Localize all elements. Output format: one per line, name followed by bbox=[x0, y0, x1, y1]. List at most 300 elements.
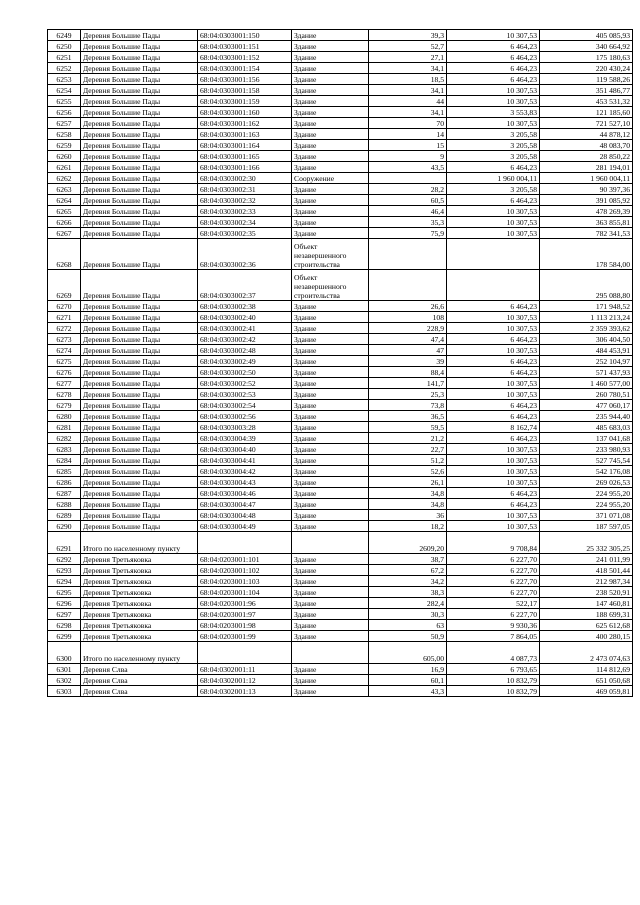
specific-value: 6 464,23 bbox=[447, 356, 540, 367]
cadastral-value: 782 341,53 bbox=[540, 228, 633, 239]
specific-value: 10 307,53 bbox=[447, 466, 540, 477]
table-row bbox=[48, 367, 633, 378]
cadastral-number: 68:04:0303002:41 bbox=[198, 323, 292, 334]
object-type: Здание bbox=[292, 345, 369, 356]
object-type: Объект незавершенного строительства bbox=[292, 270, 369, 301]
area: 38,7 bbox=[369, 554, 447, 565]
table-row bbox=[48, 270, 633, 301]
cadastral-value: 281 194,01 bbox=[540, 162, 633, 173]
cadastral-value: 371 071,08 bbox=[540, 510, 633, 521]
area bbox=[369, 173, 447, 184]
row-number: 6272 bbox=[48, 323, 81, 334]
object-type: Здание bbox=[292, 85, 369, 96]
row-number: 6290 bbox=[48, 521, 81, 532]
object-type: Здание bbox=[292, 609, 369, 620]
object-type: Здание bbox=[292, 118, 369, 129]
specific-value: 3 205,58 bbox=[447, 129, 540, 140]
settlement-name: Деревня Большие Пады bbox=[81, 217, 198, 228]
specific-value: 6 464,23 bbox=[447, 74, 540, 85]
cadastral-value: 260 780,51 bbox=[540, 389, 633, 400]
cadastral-number: 68:04:0303002:32 bbox=[198, 195, 292, 206]
area: 21,2 bbox=[369, 433, 447, 444]
row-number: 6285 bbox=[48, 466, 81, 477]
object-type: Здание bbox=[292, 301, 369, 312]
table-row bbox=[48, 52, 633, 63]
object-type: Здание bbox=[292, 151, 369, 162]
row-number: 6267 bbox=[48, 228, 81, 239]
settlement-name: Деревня Большие Пады bbox=[81, 521, 198, 532]
area: 35,3 bbox=[369, 217, 447, 228]
area: 44 bbox=[369, 96, 447, 107]
specific-value: 6 227,70 bbox=[447, 576, 540, 587]
settlement-name: Деревня Большие Пады bbox=[81, 270, 198, 301]
settlement-name: Деревня Третьяковка bbox=[81, 609, 198, 620]
specific-value: 10 307,53 bbox=[447, 455, 540, 466]
settlement-name: Деревня Большие Пады bbox=[81, 41, 198, 52]
row-number: 6291 bbox=[48, 532, 81, 554]
table-row bbox=[48, 466, 633, 477]
cadastral-number: 68:04:0303002:35 bbox=[198, 228, 292, 239]
row-number: 6273 bbox=[48, 334, 81, 345]
object-type: Объект незавершенного строительства bbox=[292, 239, 369, 270]
table-row bbox=[48, 400, 633, 411]
row-number: 6294 bbox=[48, 576, 81, 587]
area: 30,3 bbox=[369, 609, 447, 620]
cadastral-value: 625 612,68 bbox=[540, 620, 633, 631]
cadastral-number: 68:04:0303002:48 bbox=[198, 345, 292, 356]
table-row bbox=[48, 378, 633, 389]
settlement-name: Деревня Слва bbox=[81, 664, 198, 675]
cadastral-number: 68:04:0303004:48 bbox=[198, 510, 292, 521]
specific-value: 10 307,53 bbox=[447, 345, 540, 356]
row-number: 6297 bbox=[48, 609, 81, 620]
settlement-name: Деревня Большие Пады bbox=[81, 510, 198, 521]
settlement-name: Деревня Большие Пады bbox=[81, 367, 198, 378]
cadastral-number: 68:04:0303001:165 bbox=[198, 151, 292, 162]
cadastral-value: 340 664,92 bbox=[540, 41, 633, 52]
area: 34,2 bbox=[369, 576, 447, 587]
row-number: 6249 bbox=[48, 30, 81, 41]
settlement-name: Деревня Третьяковка bbox=[81, 620, 198, 631]
row-number: 6275 bbox=[48, 356, 81, 367]
settlement-name: Деревня Большие Пады bbox=[81, 466, 198, 477]
cadastral-value: 351 486,77 bbox=[540, 85, 633, 96]
table-row bbox=[48, 444, 633, 455]
area: 14 bbox=[369, 129, 447, 140]
cadastral-number: 68:04:0303001:158 bbox=[198, 85, 292, 96]
specific-value: 6 464,23 bbox=[447, 411, 540, 422]
area: 141,7 bbox=[369, 378, 447, 389]
cadastral-value: 114 812,69 bbox=[540, 664, 633, 675]
object-type: Здание bbox=[292, 96, 369, 107]
cadastral-number: 68:04:0302001:11 bbox=[198, 664, 292, 675]
table-row bbox=[48, 345, 633, 356]
area: 63 bbox=[369, 620, 447, 631]
cadastral-value: 2 359 393,62 bbox=[540, 323, 633, 334]
cadastral-value: 453 531,32 bbox=[540, 96, 633, 107]
object-type: Здание bbox=[292, 422, 369, 433]
cadastral-value: 269 026,53 bbox=[540, 477, 633, 488]
specific-value: 9 930,36 bbox=[447, 620, 540, 631]
settlement-name: Деревня Большие Пады bbox=[81, 206, 198, 217]
cadastral-number: 68:04:0303002:54 bbox=[198, 400, 292, 411]
object-type: Здание bbox=[292, 217, 369, 228]
object-type: Здание bbox=[292, 411, 369, 422]
table-row bbox=[48, 587, 633, 598]
cadastral-number: 68:04:0303002:49 bbox=[198, 356, 292, 367]
table-row bbox=[48, 389, 633, 400]
object-type: Здание bbox=[292, 129, 369, 140]
specific-value: 10 307,53 bbox=[447, 228, 540, 239]
table-row bbox=[48, 664, 633, 675]
cadastral-number: 68:04:0303002:38 bbox=[198, 301, 292, 312]
specific-value: 10 307,53 bbox=[447, 206, 540, 217]
cadastral-number: 68:04:0302001:12 bbox=[198, 675, 292, 686]
object-type: Здание bbox=[292, 686, 369, 697]
row-number: 6266 bbox=[48, 217, 81, 228]
cadastral-number: 68:04:0303001:164 bbox=[198, 140, 292, 151]
area: 43,5 bbox=[369, 162, 447, 173]
cadastral-value: 542 176,08 bbox=[540, 466, 633, 477]
specific-value: 6 464,23 bbox=[447, 63, 540, 74]
cadastral-number: 68:04:0303004:41 bbox=[198, 455, 292, 466]
cadastral-value: 25 332 305,25 bbox=[540, 532, 633, 554]
table-row bbox=[48, 356, 633, 367]
area: 51,2 bbox=[369, 455, 447, 466]
specific-value: 6 227,70 bbox=[447, 554, 540, 565]
cadastral-value: 571 437,93 bbox=[540, 367, 633, 378]
object-type: Здание bbox=[292, 675, 369, 686]
row-number: 6300 bbox=[48, 642, 81, 664]
cadastral-value: 48 083,70 bbox=[540, 140, 633, 151]
cadastral-value: 2 473 074,63 bbox=[540, 642, 633, 664]
table-row bbox=[48, 118, 633, 129]
specific-value: 6 464,23 bbox=[447, 195, 540, 206]
settlement-name: Деревня Большие Пады bbox=[81, 356, 198, 367]
area: 36 bbox=[369, 510, 447, 521]
cadastral-value: 295 088,80 bbox=[540, 270, 633, 301]
cadastral-number: 68:04:0203001:101 bbox=[198, 554, 292, 565]
specific-value bbox=[447, 239, 540, 270]
cadastral-number: 68:04:0303001:151 bbox=[198, 41, 292, 52]
area: 16,9 bbox=[369, 664, 447, 675]
object-type: Здание bbox=[292, 140, 369, 151]
settlement-name: Деревня Большие Пады bbox=[81, 30, 198, 41]
area: 26,1 bbox=[369, 477, 447, 488]
settlement-name: Деревня Большие Пады bbox=[81, 378, 198, 389]
table-row bbox=[48, 521, 633, 532]
settlement-name: Деревня Слва bbox=[81, 675, 198, 686]
row-number: 6292 bbox=[48, 554, 81, 565]
settlement-name: Деревня Третьяковка bbox=[81, 576, 198, 587]
settlement-name: Деревня Большие Пады bbox=[81, 433, 198, 444]
object-type: Здание bbox=[292, 565, 369, 576]
cadastral-value: 175 180,63 bbox=[540, 52, 633, 63]
area: 108 bbox=[369, 312, 447, 323]
cadastral-number: 68:04:0303002:30 bbox=[198, 173, 292, 184]
row-number: 6263 bbox=[48, 184, 81, 195]
cadastral-number: 68:04:0303002:31 bbox=[198, 184, 292, 195]
settlement-name: Деревня Большие Пады bbox=[81, 422, 198, 433]
object-type: Здание bbox=[292, 323, 369, 334]
cadastral-value: 405 085,93 bbox=[540, 30, 633, 41]
settlement-name: Деревня Большие Пады bbox=[81, 389, 198, 400]
specific-value: 6 464,23 bbox=[447, 400, 540, 411]
area: 34,1 bbox=[369, 85, 447, 96]
object-type: Здание bbox=[292, 356, 369, 367]
table-row bbox=[48, 239, 633, 270]
settlement-name: Деревня Большие Пады bbox=[81, 488, 198, 499]
cadastral-value: 469 059,81 bbox=[540, 686, 633, 697]
table-row bbox=[48, 140, 633, 151]
cadastral-number: 68:04:0303004:49 bbox=[198, 521, 292, 532]
settlement-name: Деревня Большие Пады bbox=[81, 74, 198, 85]
row-number: 6268 bbox=[48, 239, 81, 270]
area: 60,5 bbox=[369, 195, 447, 206]
specific-value: 3 205,58 bbox=[447, 151, 540, 162]
row-number: 6259 bbox=[48, 140, 81, 151]
table-row bbox=[48, 565, 633, 576]
row-number: 6283 bbox=[48, 444, 81, 455]
row-number: 6281 bbox=[48, 422, 81, 433]
cadastral-number: 68:04:0303001:152 bbox=[198, 52, 292, 63]
area: 59,5 bbox=[369, 422, 447, 433]
area: 34,1 bbox=[369, 107, 447, 118]
area: 605,00 bbox=[369, 642, 447, 664]
area: 26,6 bbox=[369, 301, 447, 312]
object-type: Здание bbox=[292, 367, 369, 378]
object-type: Здание bbox=[292, 63, 369, 74]
object-type: Здание bbox=[292, 587, 369, 598]
row-number: 6296 bbox=[48, 598, 81, 609]
cadastral-value: 1 460 577,00 bbox=[540, 378, 633, 389]
cadastral-value: 1 960 004,11 bbox=[540, 173, 633, 184]
settlement-name: Итого по населенному пункту bbox=[81, 642, 198, 664]
cadastral-number: 68:04:0303002:56 bbox=[198, 411, 292, 422]
object-type: Здание bbox=[292, 30, 369, 41]
cadastral-number: 68:04:0303001:162 bbox=[198, 118, 292, 129]
cadastral-number: 68:04:0303003:28 bbox=[198, 422, 292, 433]
object-type: Здание bbox=[292, 195, 369, 206]
specific-value: 4 087,73 bbox=[447, 642, 540, 664]
object-type: Здание bbox=[292, 488, 369, 499]
specific-value: 6 227,70 bbox=[447, 609, 540, 620]
table-row bbox=[48, 631, 633, 642]
object-type: Здание bbox=[292, 521, 369, 532]
table-row bbox=[48, 532, 633, 554]
object-type: Здание bbox=[292, 334, 369, 345]
table-row bbox=[48, 323, 633, 334]
row-number: 6298 bbox=[48, 620, 81, 631]
table-row bbox=[48, 576, 633, 587]
row-number: 6270 bbox=[48, 301, 81, 312]
area: 18,2 bbox=[369, 521, 447, 532]
table-row bbox=[48, 510, 633, 521]
cadastral-value: 119 588,26 bbox=[540, 74, 633, 85]
cadastral-number: 68:04:0303002:52 bbox=[198, 378, 292, 389]
object-type: Здание bbox=[292, 400, 369, 411]
row-number: 6287 bbox=[48, 488, 81, 499]
object-type bbox=[292, 642, 369, 664]
area: 75,9 bbox=[369, 228, 447, 239]
specific-value: 10 307,53 bbox=[447, 521, 540, 532]
row-number: 6252 bbox=[48, 63, 81, 74]
object-type: Здание bbox=[292, 455, 369, 466]
area: 70 bbox=[369, 118, 447, 129]
cadastral-value: 137 041,68 bbox=[540, 433, 633, 444]
table-row bbox=[48, 686, 633, 697]
row-number: 6302 bbox=[48, 675, 81, 686]
object-type: Здание bbox=[292, 477, 369, 488]
settlement-name: Деревня Большие Пады bbox=[81, 411, 198, 422]
settlement-name: Деревня Большие Пады bbox=[81, 85, 198, 96]
settlement-name: Деревня Большие Пады bbox=[81, 162, 198, 173]
cadastral-value: 171 948,52 bbox=[540, 301, 633, 312]
settlement-name: Итого по населенному пункту bbox=[81, 532, 198, 554]
area: 25,3 bbox=[369, 389, 447, 400]
specific-value: 6 227,70 bbox=[447, 587, 540, 598]
specific-value: 10 307,53 bbox=[447, 30, 540, 41]
object-type: Здание bbox=[292, 74, 369, 85]
area: 46,4 bbox=[369, 206, 447, 217]
area: 52,7 bbox=[369, 41, 447, 52]
settlement-name: Деревня Большие Пады bbox=[81, 499, 198, 510]
cadastral-number: 68:04:0303004:43 bbox=[198, 477, 292, 488]
specific-value: 10 307,53 bbox=[447, 323, 540, 334]
row-number: 6269 bbox=[48, 270, 81, 301]
row-number: 6271 bbox=[48, 312, 81, 323]
object-type: Здание bbox=[292, 52, 369, 63]
area: 52,6 bbox=[369, 466, 447, 477]
settlement-name: Деревня Большие Пады bbox=[81, 400, 198, 411]
cadastral-number bbox=[198, 642, 292, 664]
specific-value: 1 960 004,11 bbox=[447, 173, 540, 184]
table-row bbox=[48, 477, 633, 488]
row-number: 6278 bbox=[48, 389, 81, 400]
specific-value: 10 307,53 bbox=[447, 217, 540, 228]
row-number: 6286 bbox=[48, 477, 81, 488]
table-row bbox=[48, 334, 633, 345]
cadastral-value: 238 520,91 bbox=[540, 587, 633, 598]
row-number: 6277 bbox=[48, 378, 81, 389]
cadastral-number: 68:04:0203001:99 bbox=[198, 631, 292, 642]
cadastral-number: 68:04:0303002:34 bbox=[198, 217, 292, 228]
specific-value: 6 464,23 bbox=[447, 433, 540, 444]
cadastral-value: 241 011,99 bbox=[540, 554, 633, 565]
cadastral-number: 68:04:0303001:154 bbox=[198, 63, 292, 74]
object-type: Здание bbox=[292, 554, 369, 565]
cadastral-number: 68:04:0303001:166 bbox=[198, 162, 292, 173]
cadastral-value: 121 185,60 bbox=[540, 107, 633, 118]
cadastral-number: 68:04:0303002:40 bbox=[198, 312, 292, 323]
row-number: 6264 bbox=[48, 195, 81, 206]
table-row bbox=[48, 30, 633, 41]
area bbox=[369, 239, 447, 270]
table-row bbox=[48, 96, 633, 107]
row-number: 6256 bbox=[48, 107, 81, 118]
table-row bbox=[48, 184, 633, 195]
row-number: 6251 bbox=[48, 52, 81, 63]
area: 39 bbox=[369, 356, 447, 367]
specific-value: 10 307,53 bbox=[447, 96, 540, 107]
specific-value: 3 553,83 bbox=[447, 107, 540, 118]
settlement-name: Деревня Третьяковка bbox=[81, 554, 198, 565]
table-row bbox=[48, 162, 633, 173]
object-type: Здание bbox=[292, 107, 369, 118]
object-type: Здание bbox=[292, 41, 369, 52]
settlement-name: Деревня Большие Пады bbox=[81, 63, 198, 74]
specific-value: 6 464,23 bbox=[447, 52, 540, 63]
object-type bbox=[292, 532, 369, 554]
specific-value: 522,17 bbox=[447, 598, 540, 609]
settlement-name: Деревня Большие Пады bbox=[81, 228, 198, 239]
area: 47,4 bbox=[369, 334, 447, 345]
table-row bbox=[48, 675, 633, 686]
cadastral-value: 391 085,92 bbox=[540, 195, 633, 206]
settlement-name: Деревня Большие Пады bbox=[81, 301, 198, 312]
area: 43,3 bbox=[369, 686, 447, 697]
row-number: 6258 bbox=[48, 129, 81, 140]
settlement-name: Деревня Третьяковка bbox=[81, 598, 198, 609]
table-row bbox=[48, 301, 633, 312]
area: 67,2 bbox=[369, 565, 447, 576]
cadastral-value: 178 584,00 bbox=[540, 239, 633, 270]
table-row bbox=[48, 85, 633, 96]
specific-value: 7 864,05 bbox=[447, 631, 540, 642]
object-type: Здание bbox=[292, 389, 369, 400]
row-number: 6261 bbox=[48, 162, 81, 173]
cadastral-number: 68:04:0303002:36 bbox=[198, 239, 292, 270]
settlement-name: Деревня Большие Пады bbox=[81, 107, 198, 118]
object-type: Здание bbox=[292, 184, 369, 195]
row-number: 6274 bbox=[48, 345, 81, 356]
settlement-name: Деревня Большие Пады bbox=[81, 312, 198, 323]
cadastral-number: 68:04:0303002:42 bbox=[198, 334, 292, 345]
settlement-name: Деревня Большие Пады bbox=[81, 239, 198, 270]
area: 34,8 bbox=[369, 499, 447, 510]
cadastral-number: 68:04:0302001:13 bbox=[198, 686, 292, 697]
cadastral-value: 721 527,10 bbox=[540, 118, 633, 129]
row-number: 6250 bbox=[48, 41, 81, 52]
object-type: Здание bbox=[292, 444, 369, 455]
area: 22,7 bbox=[369, 444, 447, 455]
table-row bbox=[48, 609, 633, 620]
specific-value: 6 464,23 bbox=[447, 301, 540, 312]
cadastral-value: 478 269,39 bbox=[540, 206, 633, 217]
cadastral-value: 477 060,17 bbox=[540, 400, 633, 411]
area: 34,8 bbox=[369, 488, 447, 499]
row-number: 6255 bbox=[48, 96, 81, 107]
cadastral-number: 68:04:0303002:33 bbox=[198, 206, 292, 217]
cadastral-value: 527 745,54 bbox=[540, 455, 633, 466]
settlement-name: Деревня Третьяковка bbox=[81, 631, 198, 642]
table-row bbox=[48, 228, 633, 239]
cadastral-value: 233 980,93 bbox=[540, 444, 633, 455]
area: 50,9 bbox=[369, 631, 447, 642]
specific-value: 6 464,23 bbox=[447, 162, 540, 173]
area: 36,5 bbox=[369, 411, 447, 422]
table-row bbox=[48, 41, 633, 52]
table-row bbox=[48, 63, 633, 74]
property-register-table bbox=[47, 29, 633, 697]
area bbox=[369, 270, 447, 301]
table-row bbox=[48, 206, 633, 217]
object-type: Здание bbox=[292, 598, 369, 609]
specific-value: 10 307,53 bbox=[447, 118, 540, 129]
specific-value: 3 205,58 bbox=[447, 184, 540, 195]
row-number: 6301 bbox=[48, 664, 81, 675]
object-type: Здание bbox=[292, 162, 369, 173]
